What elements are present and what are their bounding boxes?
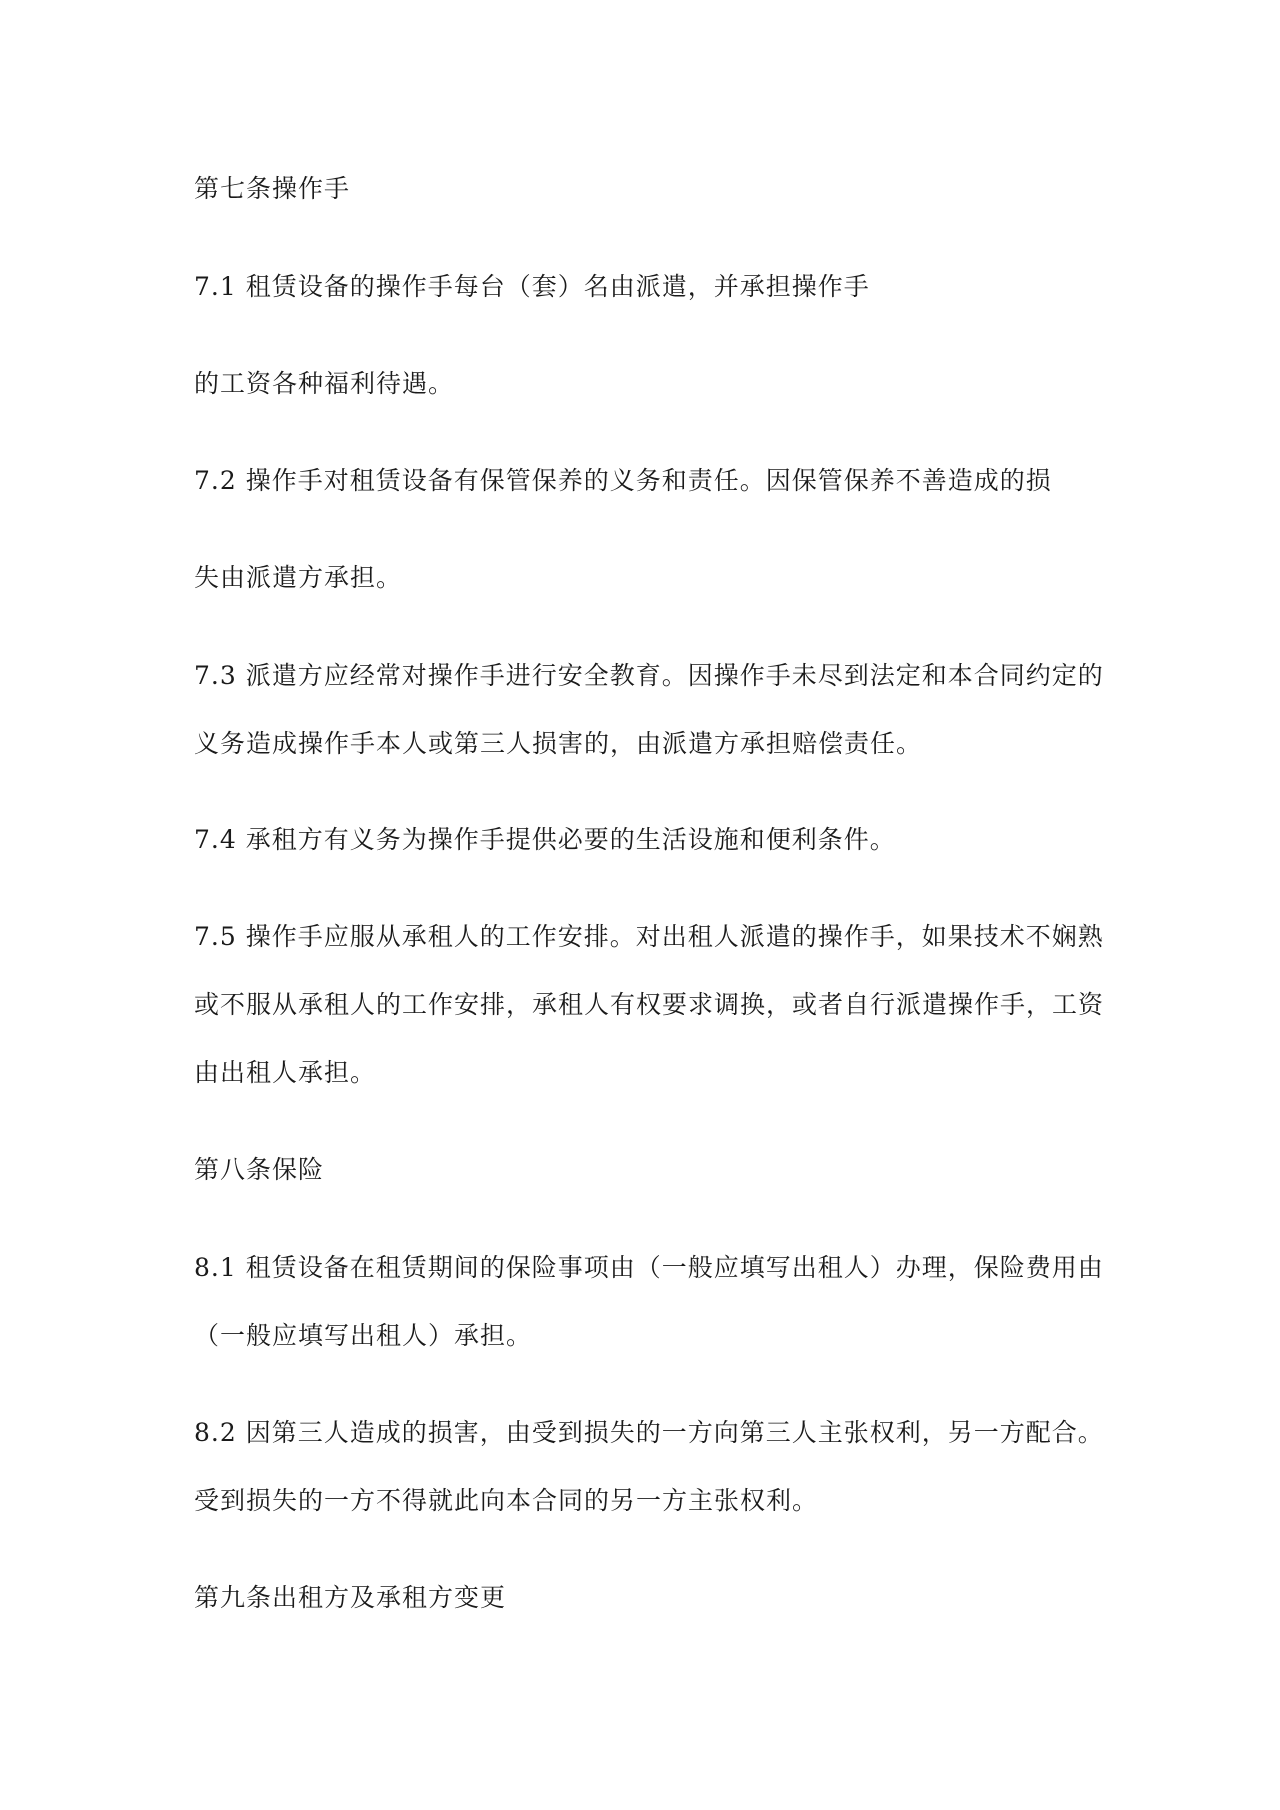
clause-7-5-line-1: 7.5 操作手应服从承租人的工作安排。对出租人派遣的操作手，如果技术不娴熟 (194, 922, 1104, 951)
clause-8-1-line-2: （一般应填写出租人）承担。 (194, 1321, 533, 1350)
clause-7-2-line-2: 失由派遣方承担。 (194, 563, 403, 592)
clause-7-4: 7.4 承租方有义务为操作手提供必要的生活设施和便利条件。 (194, 825, 896, 854)
article-7-heading: 第七条操作手 (194, 174, 351, 203)
clause-7-1-line-1: 7.1 租赁设备的操作手每台（套）名由派遣，并承担操作手 (194, 272, 870, 301)
clause-7-5-line-2: 或不服从承租人的工作安排，承租人有权要求调换，或者自行派遣操作手，工资 (194, 990, 1105, 1019)
article-9-heading: 第九条出租方及承租方变更 (194, 1583, 507, 1612)
clause-7-1-line-2: 的工资各种福利待遇。 (194, 369, 455, 398)
clause-7-3-line-2: 义务造成操作手本人或第三人损害的，由派遣方承担赔偿责任。 (194, 729, 923, 758)
clause-8-2-line-2: 受到损失的一方不得就此向本合同的另一方主张权利。 (194, 1486, 819, 1515)
clause-7-3-line-1: 7.3 派遣方应经常对操作手进行安全教育。因操作手未尽到法定和本合同约定的 (194, 661, 1104, 690)
clause-7-5-line-3: 由出租人承担。 (194, 1058, 377, 1087)
clause-8-2-line-1: 8.2 因第三人造成的损害，由受到损失的一方向第三人主张权利，另一方配合。 (194, 1418, 1104, 1447)
clause-7-2-line-1: 7.2 操作手对租赁设备有保管保养的义务和责任。因保管保养不善造成的损 (194, 466, 1052, 495)
clause-8-1-line-1: 8.1 租赁设备在租赁期间的保险事项由（一般应填写出租人）办理，保险费用由 (194, 1253, 1104, 1282)
article-8-heading: 第八条保险 (194, 1155, 325, 1184)
